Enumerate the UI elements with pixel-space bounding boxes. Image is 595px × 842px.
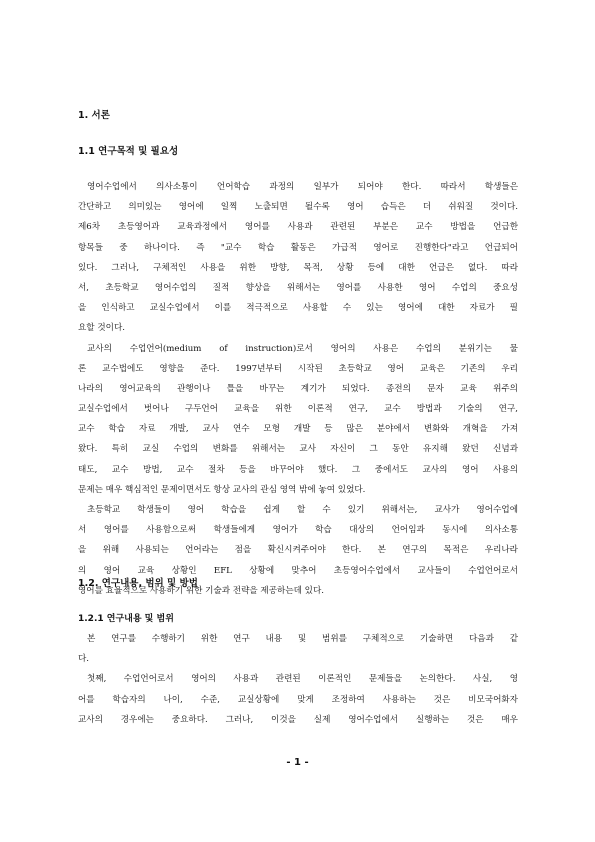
subsubsection-title-1-2-1: 1.2.1 연구내용 및 범위: [78, 614, 174, 624]
text-line: 첫째, 수업언어로서 영어의 사용과 관련된 이론적인 문제들을 논의한다. 사실, 영: [87, 674, 518, 685]
subsection-title-1-2: 1.2. 연구내용, 범위 및 방법: [78, 578, 198, 589]
text-line: 교수 학습 자료 개발, 교사 연수 모형 개발 등 많은 분야에서 변화와 개혁을 가져: [78, 424, 518, 435]
text-line: 영어를 효율적으로 사용하기 위한 기술과 전략을 제공하는데 있다.: [78, 585, 324, 596]
text-line: 요할 것이다.: [78, 323, 125, 334]
text-line: 영어수업에서 의사소통이 언어학습 과정의 일부가 되어야 한다. 따라서 학생들은: [87, 182, 518, 192]
subsection-title-1-1: 1.1 연구목적 및 필요성: [78, 146, 179, 157]
text-line: 있다. 그러나, 구체적인 사용을 위한 방향, 목적, 상황 등에 대한 언급은 없다. 따라: [78, 262, 518, 273]
text-line: 서 영어를 사용함으로써 학생들에게 영어가 학습 대상의 언어임과 동시에 의사소통: [78, 525, 518, 536]
text-line: 태도, 교수 방법, 교수 절차 등을 바꾸어야 했다. 그 중에서도 교사의 영어 사용의: [78, 464, 518, 475]
text-line: 항목들 중 하나이다. 즉 "교수 학습 활동은 가급적 영어로 진행한다"라고 언급되어: [78, 242, 518, 253]
text-line: 제6차 초등영어과 교육과정에서 영어를 사용과 관련된 부분은 교수 방법을 언급한: [78, 222, 518, 233]
text-line: 나라의 영어교육의 관행이나 틀을 바꾸는 계기가 되었다. 종전의 문자 교육 위주의: [78, 383, 518, 394]
body-text-1-1: [78, 177, 518, 601]
text-line: 왔다. 특히 교실 수업의 변화를 위해서는 교사 자신이 그 동안 유지해 왔던 신념과: [78, 444, 518, 455]
text-line: 을 위해 사용되는 언어라는 점을 확신시켜주어야 한다. 본 연구의 목적은 우리나라: [78, 545, 518, 556]
section-title: 1. 서론: [78, 110, 110, 121]
text-line: 서, 초등학교 영어수업의 질적 향상을 위해서는 영어를 사용한 영어 수업의 중요성: [78, 282, 518, 293]
text-line: 교사의 경우에는 중요하다. 그러나, 이것을 실제 영어수업에서 실행하는 것은 매우: [78, 714, 518, 725]
text-line: 초등학교 학생들이 영어 학습을 쉽게 할 수 있기 위해서는, 교사가 영어수업에: [87, 505, 518, 515]
text-line: 본 연구를 수행하기 위한 연구 내용 및 범위를 구체적으로 기술하면 다음과 같: [87, 634, 518, 644]
text-line: 교사의 수업언어(medium of instruction)로서 영어의 사용은 수업의 분위기는 물: [87, 343, 518, 354]
text-line: 교실수업에서 벗어나 구두언어 교육을 위한 이론적 연구, 교수 방법과 기술의 연구,: [78, 404, 518, 415]
text-line: 을 인식하고 교실수업에서 이를 적극적으로 사용할 수 있는 영어에 대한 자료가 필: [78, 303, 518, 314]
text-line: 의 영어 교육 상황인 EFL 상황에 맞추어 초등영어수업에서 교사들이 수업언어로서: [78, 565, 518, 576]
text-line: 문제는 매우 핵심적인 문제이면서도 항상 교사의 관심 영역 밖에 놓여 있었다.: [78, 484, 366, 495]
page-number: - 1 -: [286, 757, 309, 768]
text-line: 다.: [78, 654, 90, 665]
text-line: 어를 학습자의 나이, 수준, 교실상황에 맞게 조정하여 사용하는 것은 비모국어화자: [78, 694, 518, 705]
text-line: 론 교수법에도 영향을 준다. 1997년부터 시작된 초등학교 영어 교육은 기존의 우리: [78, 363, 518, 374]
body-text-1-2-1: [78, 629, 518, 730]
text-line: 간단하고 의미있는 영어에 일찍 노출되면 될수록 영어 습득은 더 쉬워질 것이다.: [78, 202, 518, 213]
